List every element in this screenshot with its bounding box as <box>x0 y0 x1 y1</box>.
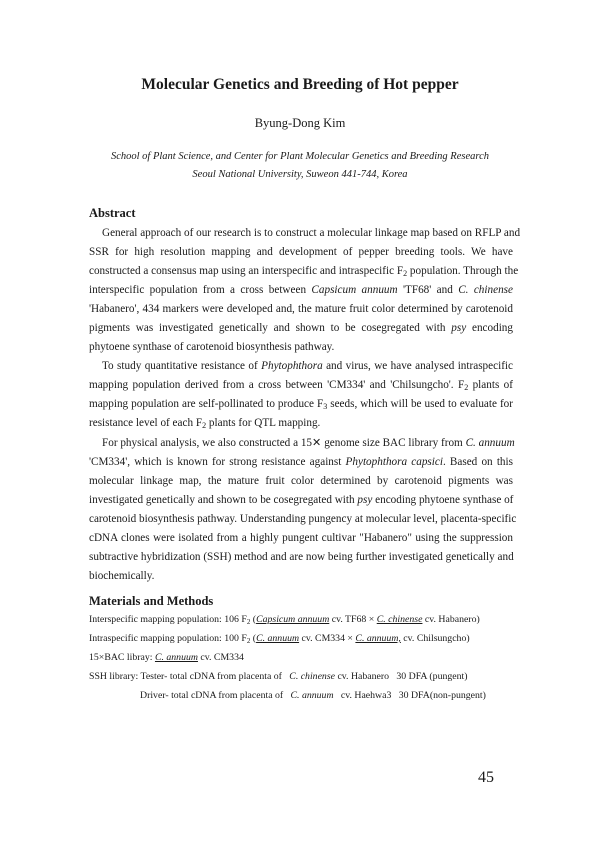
abstract-p2-line-4: resistance level of each $F_2$ plants for QTL mapping. <box>89 417 321 431</box>
abstract-p3-line-5: carotenoid biosynthesis pathway. Understanding pungency at molecular level, placenta-specific <box>89 513 517 525</box>
page-number: 45 <box>478 769 494 786</box>
methods-line-intraspecific: Intraspecific mapping population: 100 $F_2$ (C. annuum cv. CM334 × C. annuum, cv. Chilsungcho) <box>89 633 470 645</box>
methods-line-ssh-driver: Driver- total cDNA from placenta of C. annuum cv. Haehwa3 30 DFA(non-pungent) <box>140 690 486 701</box>
abstract-p3-line-3: molecular linkage map, the mature fruit color determined by carotenoid pigments was <box>89 475 513 487</box>
abstract-p2-line-2: mapping population derived from a cross between 'CM334' and 'Chilsungcho'. $F_2$ plants of <box>89 379 513 393</box>
author-name: Byung-Dong Kim <box>254 116 346 130</box>
abstract-heading: Abstract <box>89 206 136 220</box>
abstract-p2-line-3: mapping population are self-pollinated to produce $F_3$ seeds, which will be used to evaluate for <box>89 398 514 412</box>
affiliation-line-2: Seoul National University, Suweon 441-744, Korea <box>192 169 408 180</box>
abstract-p1-line-4: interspecific population from a cross between Capsicum annuum 'TF68' and C. chinense <box>89 284 513 296</box>
abstract-p1-line-1: General approach of our research is to construct a molecular linkage map based on RFLP and <box>102 227 521 239</box>
methods-line-interspecific: Interspecific mapping population: 106 $F_2$ (Capsicum annuum cv. TF68 × C. chinense cv. Habanero) <box>89 614 480 626</box>
methods-heading: Materials and Methods <box>89 594 214 608</box>
abstract-p2-line-1: To study quantitative resistance of Phytophthora and virus, we have analysed intraspecific <box>102 360 513 372</box>
abstract-p3-line-8: biochemically. <box>89 570 155 582</box>
abstract-p3-line-2: 'CM334', which is known for strong resistance against Phytophthora capsici. Based on this <box>89 456 513 468</box>
paper-title: Molecular Genetics and Breeding of Hot pepper <box>141 76 459 93</box>
abstract-p3-line-7: subtractive hybridization (SSH) method and are now being further investigated genetically and <box>89 551 514 563</box>
abstract-p3-line-1: For physical analysis, we also constructed a 15✕ genome size BAC library from C. annuum <box>102 437 515 449</box>
abstract-p1-line-5: 'Habanero', 434 markers were developed and, the mature fruit color determined by carotenoid <box>89 303 513 315</box>
abstract-p1-line-7: phytoene synthase of carotenoid biosynthesis pathway. <box>89 341 335 353</box>
affiliation-line-1: School of Plant Science, and Center for Plant Molecular Genetics and Breeding Research <box>110 151 489 162</box>
abstract-p3-line-6: cDNA clones were isolated from a highly pungent cultivar "Habanero" using the suppression <box>89 532 513 544</box>
methods-line-ssh-tester: SSH library: Tester- total cDNA from placenta of C. chinense cv. Habanero 30 DFA (pungent) <box>89 671 468 682</box>
abstract-p1-line-6: pigments was investigated genetically and shown to be cosegregated with psy encoding <box>89 322 513 334</box>
abstract-p3-line-4: investigated genetically and shown to be cosegregated with psy encoding phytoene synthase of <box>89 494 514 506</box>
abstract-p1-line-3: constructed a consensus map using an interspecific and intraspecific $F_2$ population. Through the <box>89 265 519 279</box>
methods-line-bac-library: 15×BAC libray: C. annuum cv. CM334 <box>89 652 244 663</box>
abstract-p1-line-2: SSR for high resolution mapping and development of pepper breeding tools. We have <box>89 246 513 258</box>
